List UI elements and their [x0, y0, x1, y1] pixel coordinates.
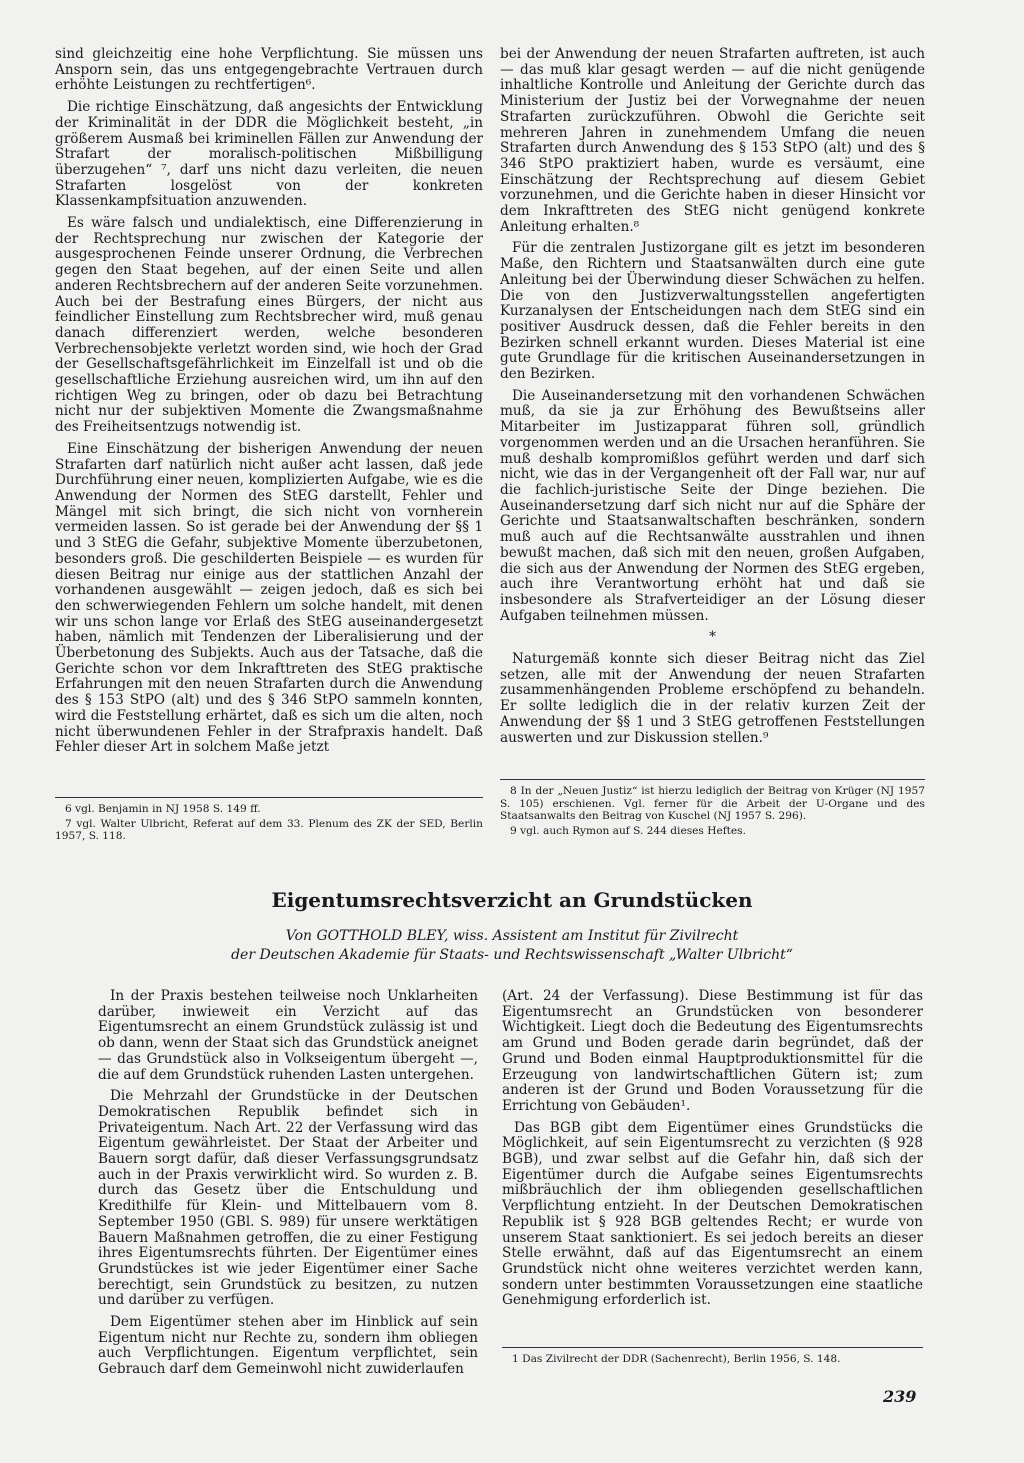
- paragraph: (Art. 24 der Verfassung). Diese Bestimmung ist für das Eigentumsrecht an Grundstücken von besonderer Wichtigkeit. Liegt doch die Bedeutung des Eigentumsrechts am Grund und Boden gerade darin begründet, daß der Grund und Boden einmal Hauptproduktionsmittel für die Erzeugung von landwirtschaftlichen Gütern ist; zum anderen ist der Grund und Boden Voraussetzung für die Errichtung von Gebäuden¹.: [502, 988, 923, 1114]
- paragraph: Die Auseinandersetzung mit den vorhandenen Schwächen muß, da sie ja zur Erhöhung des Bewußtseins aller Mitarbeiter im Justizapparat führen soll, gründlich vorgenommen werden und an die Ursachen heranführen. Sie muß deshalb kompromißlos geführt werden und darf sich nicht, wie das in der Vergangenheit oft der Fall war, nur auf die fachlich-juristische Seite der Dinge beziehen. Die Auseinandersetzung darf sich nicht nur auf die Sphäre der Gerichte und Staatsanwaltschaften beschränken, sondern muß auch auf die Rechtsanwälte ausstrahlen und ihnen bewußt machen, daß sich mit den neuen, großen Aufgaben, die sich aus der Anwendung der Normen des StEG ergeben, auch ihre Verantwortung erhöht hat und daß sie insbesondere als Strafverteidiger an der Lösung dieser Aufgaben teilnehmen müssen.: [500, 387, 925, 624]
- paragraph: Es wäre falsch und undialektisch, eine Differenzierung in der Rechtsprechung nur zwischen der Kategorie der ausgesprochenen Feinde unserer Ordnung, die Verbrechen gegen den Staat begehen, auf der einen Seite und allen anderen Rechtsbrechern auf der anderen Seite vorzunehmen. Auch bei der Bestrafung eines Bürgers, der nicht aus feindlicher Einstellung zum Rechtsbrecher wird, muß genau danach differenziert werden, welche besonderen Verbrechensobjekte verletzt worden sind, wie hoch der Grad der Gesellschaftsgefährlichkeit im Einzelfall ist und ob die gesellschaftliche Erziehung ausreichen wird, um ihn auf den richtigen Weg zu bringen, oder ob dazu bei Betrachtung nicht nur der subjektiven Momente die Zwangsmaßnahme des Freiheitsentzugs notwendig ist.: [55, 215, 483, 436]
- column-top-left: [55, 47, 483, 762]
- footnote: 6 vgl. Benjamin in NJ 1958 S. 149 ff.: [65, 803, 261, 815]
- footnote: 1 Das Zivilrecht der DDR (Sachenrecht), Berlin 1956, S. 148.: [512, 1353, 841, 1365]
- article-byline-affiliation: der Deutschen Akademie für Staats- und Rechtswissenschaft „Walter Ulbricht“: [231, 947, 793, 963]
- footnote: 8 In der „Neuen Justiz“ ist hierzu lediglich der Beitrag von Krüger (NJ 1957 S. 105) erschienen. Vgl. ferner für die Arbeit der U-Organe und des Staatsanwalts den Beitrag von Kuschel (NJ 1957 S. 296).: [500, 785, 925, 823]
- page-number: 239: [883, 1387, 917, 1406]
- paragraph: Das BGB gibt dem Eigentümer eines Grundstücks die Möglichkeit, auf sein Eigentumsrecht zu verzichten (§ 928 BGB), und zwar selbst auf die Gefahr hin, daß sich der Eigentümer durch die Aufgabe seines Eigentumsrechts mißbräuchlich der ihm obliegenden gesellschaftlichen Verpflichtung entzieht. In der Deutschen Demokratischen Republik ist § 928 BGB geltendes Recht; er wurde von unserem Staat sanktioniert. Es sei jedoch bereits an dieser Stelle erwähnt, daß auf das Eigentumsrecht an einem Grundstück nicht ohne weiteres verzichtet werden kann, sondern unter bestimmten Voraussetzungen eine staatliche Genehmigung erforderlich ist.: [502, 1119, 923, 1309]
- paragraph: Dem Eigentümer stehen aber im Hinblick auf sein Eigentum nicht nur Rechte zu, sondern ihm obliegen auch Verpflichtungen. Eigentum verpflichtet, sein Gebrauch darf dem Gemeinwohl nicht zuwiderlaufen: [98, 1314, 478, 1378]
- paragraph: sind gleichzeitig eine hohe Verpflichtung. Sie müssen uns Ansporn sein, das uns entgegengebrachte Vertrauen durch erhöhte Leistungen zu rechtfertigen⁶.: [55, 46, 483, 94]
- article-title: Eigentumsrechtsverzicht an Grundstücken: [271, 888, 753, 912]
- article-byline: Von GOTTHOLD BLEY, wiss. Assistent am Institut für Zivilrecht: [285, 928, 739, 944]
- section-separator: *: [709, 629, 716, 646]
- column-bottom-left: [98, 989, 478, 1384]
- paragraph: Naturgemäß konnte sich dieser Beitrag nicht das Ziel setzen, alle mit der Anwendung der neuen Strafarten zusammenhängenden Probleme erschöpfend zu behandeln. Er sollte lediglich die in der relativ kurzen Zeit der Anwendung der §§ 1 und 3 StEG getroffenen Feststellungen auswerten und zur Diskussion stellen.⁹: [500, 651, 925, 746]
- footnote: 9 vgl. auch Rymon auf S. 244 dieses Heftes.: [510, 824, 746, 837]
- paragraph: Die Mehrzahl der Grundstücke in der Deutschen Demokratischen Republik befindet sich in Privateigentum. Nach Art. 22 der Verfassung wird das Eigentum gewährleistet. Der Staat der Arbeiter und Bauern sorgt dafür, daß dieser Verfassungsgrundsatz auch in der Praxis verwirklicht wird. So wurden z. B. durch das Gesetz über die Entschuldung und Kredithilfe für Klein- und Mittelbauern vom 8. September 1950 (GBl. S. 989) für unsere werktätigen Bauern Maßnahmen getroffen, die zu einer Festigung ihres Eigentumsrechts führten. Der Eigentümer eines Grundstückes ist wie jeder Eigentümer einer Sache berechtigt, sein Grundstück zu besitzen, zu nutzen und darüber zu verfügen.: [98, 1088, 478, 1309]
- paragraph: In der Praxis bestehen teilweise noch Unklarheiten darüber, inwieweit ein Verzicht auf das Eigentumsrecht an einem Grundstück zulässig ist und ob dann, wenn der Staat sich das Grundstück aneignet — das Grundstück also in Volkseigentum übergeht —, die auf dem Grundstück ruhenden Lasten untergehen.: [98, 988, 478, 1083]
- footnotes-top-right: [500, 779, 925, 839]
- footnotes-bottom-right: [502, 1347, 923, 1368]
- footnote: 7 vgl. Walter Ulbricht, Referat auf dem 33. Plenum des ZK der SED, Berlin 1957, S. 118.: [55, 817, 483, 843]
- paragraph: bei der Anwendung der neuen Strafarten auftreten, ist auch — das muß klar gesagt werden — auf die nicht genügende inhaltliche Kontrolle und Anleitung der Gerichte durch das Ministerium der Justiz bei der Vorwegnahme der neuen Strafarten zurückzuführen. Obwohl die Gerichte seit mehreren Jahren in zunehmendem Umfang die neuen Strafarten durch Anwendung des § 153 StPO (alt) und des § 346 StPO praktiziert haben, wurde es versäumt, eine Einschätzung der Rechtsprechung auf diesem Gebiet vorzunehmen, und die Gerichte haben in dieser Hinsicht vor dem Inkrafttreten des StEG nicht genügend konkrete Anleitung erhalten.⁸: [500, 46, 925, 235]
- paragraph: Eine Einschätzung der bisherigen Anwendung der neuen Strafarten darf natürlich nicht außer acht lassen, daß jede Durchführung einer neuen, komplizierten Aufgabe, wie es die Anwendung der Normen des StEG darstellt, Fehler und Mängel mit sich bringt, die sich nicht von vornherein vermeiden lassen. So ist gerade bei der Anwendung der §§ 1 und 3 StEG die Gefahr, subjektive Momente überzubetonen, besonders groß. Die geschilderten Beispiele — es wurden für diesen Beitrag nur einige aus der stattlichen Anzahl der vorhandenen ausgewählt — zeigen jedoch, daß es sich bei den schwerwiegenden Fehlern um solche handelt, mit denen wir uns schon lange vor Erlaß des StEG auseinandergesetzt haben, nämlich mit Tendenzen der Liberalisierung und der Überbetonung des Subjekts. Auch aus der Tatsache, daß die Gerichte schon vor dem Inkrafttreten des StEG praktische Erfahrungen mit den neuen Strafarten durch die Anwendung des § 153 StPO (alt) und des § 346 StPO sammeln konnten, wird die Feststellung erhärtet, daß es sich um die alten, noch nicht überwundenen Fehler in der Strafpraxis handelt. Daß Fehler dieser Art in solchem Maße jetzt: [55, 440, 483, 756]
- paragraph: Die richtige Einschätzung, daß angesichts der Entwicklung der Kriminalität in der DDR die Möglichkeit besteht, „in größerem Ausmaß bei kriminellen Fällen zur Anwendung der Strafart der moralisch-politischen Mißbilligung überzugehen“ ⁷, darf uns nicht dazu verleiten, die neuen Strafarten losgelöst von der konkreten Klassenkampfsituation anzuwenden.: [55, 99, 483, 210]
- footnotes-top-left: [55, 797, 483, 845]
- column-bottom-right: [502, 989, 923, 1315]
- paragraph: Für die zentralen Justizorgane gilt es jetzt im besonderen Maße, den Richtern und Staatsanwälten durch eine gute Anleitung bei der Überwindung dieser Schwächen zu helfen. Die von den Justizverwaltungsstellen angefertigten Kurzanalysen der Entscheidungen nach dem StEG sind ein positiver Ausdruck dessen, daß die Fehler bereits in den Bezirken schnell erkannt wurden. Dieses Material ist eine gute Grundlage für die kritischen Auseinandersetzungen in den Bezirken.: [500, 240, 925, 383]
- column-top-right: [500, 47, 925, 752]
